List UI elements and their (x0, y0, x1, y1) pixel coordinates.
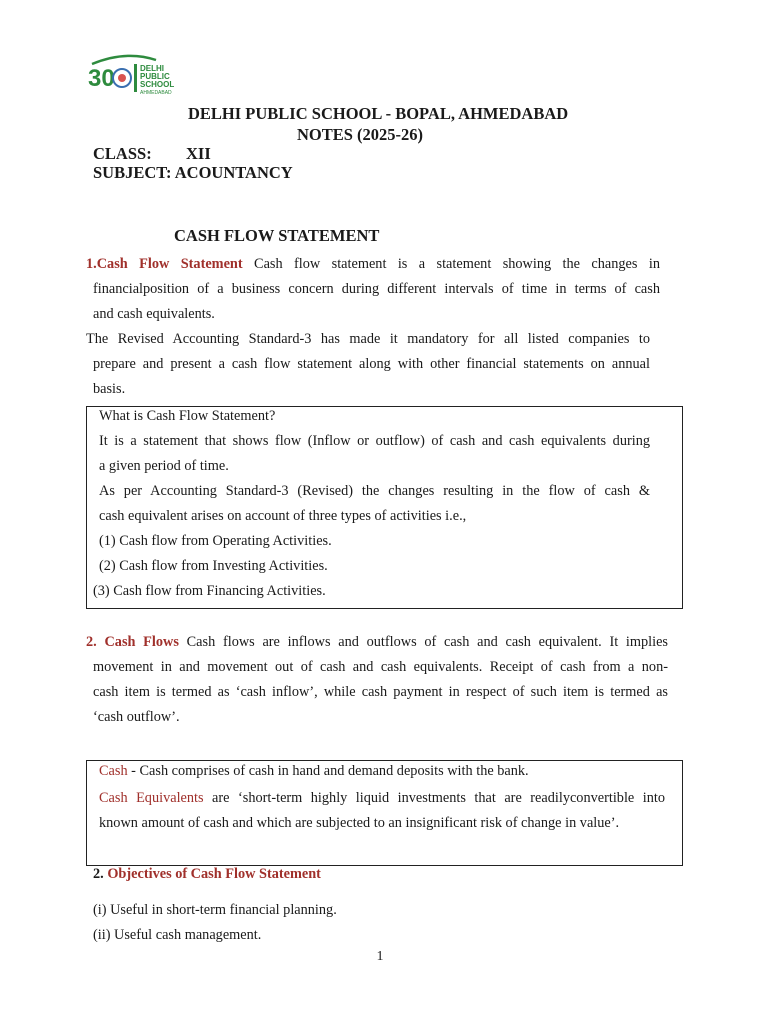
objective-item: (i) Useful in short-term financial planning. (93, 902, 337, 918)
logo-number: 30 (88, 65, 115, 92)
box1-question: What is Cash Flow Statement? (99, 408, 276, 424)
school-logo (86, 52, 178, 98)
activity-investing: (2) Cash flow from Investing Activities. (99, 558, 328, 574)
logo-name-line-1: DELHI (140, 64, 164, 73)
activity-operating: (1) Cash flow from Operating Activities. (99, 533, 332, 549)
box1-definition-1: It is a statement that shows flow (Inflow or outflow) of cash and cash equivalents during (99, 433, 650, 449)
section-objectives (93, 862, 653, 887)
section1-number: 1. (86, 256, 97, 272)
section1-line-1: 1.Cash Flow Statement Cash flow statement is a statement showing the changes in (86, 256, 660, 272)
cash-equivalents-line-2: known amount of cash and which are subjected to an insignificant risk of change in value’. (99, 815, 620, 831)
cash-definition: Cash - Cash comprises of cash in hand and demand deposits with the bank. (99, 763, 529, 779)
section-cash-flow-statement (86, 252, 660, 277)
page-number: 1 (376, 949, 384, 964)
logo-name-line-3: SCHOOL (140, 80, 175, 89)
revised-line-2: prepare and present a cash flow statement along with other financial statements on annual (93, 356, 650, 372)
cash-equivalents-term: Cash Equivalents (99, 790, 204, 806)
section2-heading: Cash Flows (104, 634, 179, 650)
revised-line-3: basis. (93, 381, 126, 397)
section1-body (93, 277, 660, 327)
cash-equivalents-line-1: Cash Equivalents are ‘short-term highly liquid investments that are readilyconvertible into (99, 790, 665, 806)
section2-line-1: 2. Cash Flows Cash flows are inflows and outflows of cash and cash equivalent. It implies (86, 634, 668, 650)
section1-line-2: financialposition of a business concern during different intervals of time in terms of cash (93, 281, 660, 297)
activity-financing: (3) Cash flow from Financing Activities. (93, 583, 326, 599)
page-title: CASH FLOW STATEMENT (174, 226, 380, 245)
section2-number: 2. (86, 634, 97, 650)
section-cash-flows (86, 630, 668, 655)
revised-standard-para (86, 327, 650, 352)
section1-line-3: and cash equivalents. (93, 306, 215, 322)
objectives-list (93, 898, 337, 948)
definition-box-content (99, 404, 650, 579)
section2-line-3: cash item is termed as ‘cash inflow’, while cash payment in respect of such item is termed as (93, 684, 668, 700)
objective-item: (ii) Useful cash management. (93, 927, 262, 943)
revised-standard-body (93, 352, 650, 402)
logo-city: AHMEDABAD (140, 90, 172, 96)
section3-number: 2. (93, 866, 104, 882)
class-value: XII (186, 144, 211, 163)
school-name: DELHI PUBLIC SCHOOL - BOPAL, AHMEDABAD (188, 104, 569, 123)
cash-definition-content (99, 759, 665, 836)
section3-heading: Objectives of Cash Flow Statement (107, 866, 321, 882)
box1-as-per-2: cash equivalent arises on account of three types of activities i.e., (99, 508, 467, 524)
section2-line-2: movement in and movement out of cash and cash equivalents. Receipt of cash from a non- (93, 659, 668, 675)
subject-line: SUBJECT: ACOUNTANCY (93, 163, 293, 182)
box1-as-per-1: As per Accounting Standard-3 (Revised) the changes resulting in the flow of cash & (99, 483, 650, 499)
notes-year: NOTES (2025-26) (297, 125, 424, 144)
class-label: CLASS: (93, 144, 152, 163)
section2-line-4: ‘cash outflow’. (93, 709, 180, 725)
section2-body (93, 655, 668, 730)
cash-term: Cash (99, 763, 128, 779)
revised-line-1: The Revised Accounting Standard-3 has made it mandatory for all listed companies to (86, 331, 650, 347)
logo-name-line-2: PUBLIC (140, 72, 170, 81)
section1-heading: Cash Flow Statement (96, 256, 243, 272)
box1-definition-2: a given period of time. (99, 458, 229, 474)
